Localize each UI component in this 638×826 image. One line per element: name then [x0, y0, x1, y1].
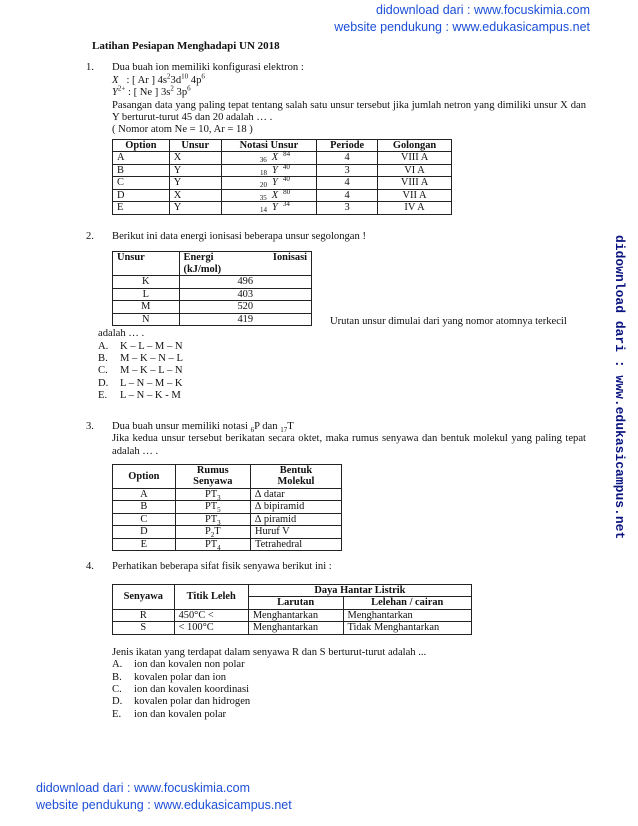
table-row — [113, 488, 342, 501]
config-x: X : [ Ar ] $4s^23d^{10}$ $4p^6$ — [112, 72, 205, 86]
option-letter: B. — [112, 671, 122, 683]
table-cell: IV A — [378, 202, 452, 215]
table-cell: Y — [169, 177, 221, 190]
table-cell: 3 — [317, 164, 378, 177]
table-row — [113, 276, 312, 289]
intro-text: Dua buah unsur memiliki notasi — [112, 420, 248, 432]
notation-cell — [221, 152, 317, 165]
atomic-number-t: 17 — [280, 425, 288, 434]
table-cell: 4 — [317, 152, 378, 165]
table-cell: D — [113, 189, 170, 202]
option-text: M – K – N – L — [120, 353, 183, 365]
config-y: $Y^{2+}$ : [ Ne ] $3s^2$ $3p^6$ — [112, 84, 191, 99]
option-letter: D. — [98, 377, 109, 389]
table-cell: R — [113, 609, 175, 622]
table-cell: ∆ bipiramid — [250, 501, 341, 514]
option-letter: B. — [98, 353, 108, 365]
question-number: 3. — [86, 420, 94, 432]
option-text: K – L – M – N — [120, 340, 183, 352]
table-cell: D — [113, 526, 176, 539]
table-cell: 3 — [317, 202, 378, 215]
table-cell: E — [113, 202, 170, 215]
table-cell: VIII A — [378, 152, 452, 165]
question-4 — [86, 561, 586, 721]
table-cell: Menghantarkan — [343, 609, 472, 622]
answer-option[interactable] — [112, 684, 586, 696]
document — [86, 38, 586, 721]
question-number: 2. — [86, 230, 94, 242]
table-cell: K — [113, 276, 180, 289]
header-molekul: Molekul — [277, 476, 315, 488]
table-header: (kJ/mol) — [179, 264, 311, 276]
properties-table — [112, 584, 472, 635]
element-t: T — [287, 420, 294, 432]
formula: PT — [204, 538, 218, 550]
table-cell: Y — [169, 164, 221, 177]
table-row — [113, 202, 452, 215]
table-header — [250, 464, 341, 488]
option-text: ion dan kovalen koordinasi — [134, 684, 250, 696]
answer-option[interactable] — [98, 341, 586, 353]
formula-tail: T — [214, 526, 221, 538]
question-text: Jika kedua unsur tersebut berikatan secara oktet, maka rumus senyawa dan bentuk molekul yang paling tepat adalah … . — [112, 433, 586, 457]
table-cell: VIII A — [378, 177, 452, 190]
table-row — [113, 313, 312, 326]
atomic-number: 18 — [260, 168, 268, 177]
option-text: ion dan kovalen non polar — [134, 659, 245, 671]
table-header: Unsur — [169, 139, 221, 152]
table-header: Option — [113, 464, 176, 488]
symbol-x: X — [112, 74, 119, 86]
table-cell: Menghantarkan — [248, 609, 343, 622]
nuclide — [260, 162, 290, 177]
formula-cell — [175, 501, 250, 514]
formula: PT — [204, 488, 218, 500]
watermark-side: didownload dari : www.edukasicampus.net — [612, 235, 627, 540]
table-row — [113, 538, 342, 551]
question-number: 4. — [86, 561, 94, 573]
question-2 — [86, 231, 586, 403]
table-cell: N — [113, 313, 180, 326]
nuclide — [259, 187, 291, 202]
question-intro: Perhatikan beberapa sifat fisik senyawa berikut ini : — [112, 561, 332, 573]
compound-table — [112, 464, 342, 552]
answer-option[interactable] — [112, 672, 586, 684]
table-cell: 4 — [317, 189, 378, 202]
table-cell: M — [113, 301, 180, 314]
question-3 — [86, 421, 586, 552]
table-row — [113, 513, 342, 526]
question-text: Pasangan data yang paling tepat tentang salah satu unsur tersebut jika jumlah netron yang dimiliki unsur X dan Y berturut-turut 45 dan 20 adalah … . — [112, 99, 586, 124]
table-header: Golongan — [378, 139, 452, 152]
table-cell: < 100°C — [174, 622, 248, 635]
table-cell: ∆ datar — [250, 488, 341, 501]
mass-number: 40 — [282, 175, 290, 184]
option-letter: A. — [112, 659, 123, 671]
option-text: L – N – K - M — [120, 390, 181, 402]
notation-cell — [221, 189, 317, 202]
charge-y: 2+ — [117, 84, 126, 93]
header-senyawa: Senyawa — [193, 476, 233, 488]
notation-cell — [221, 202, 317, 215]
element-p: P dan — [254, 420, 278, 432]
option-letter: E. — [112, 708, 122, 720]
answer-options — [112, 659, 586, 721]
atomic-number: 36 — [259, 156, 267, 165]
config-x-text: : [ Ar ] 4s — [126, 74, 168, 86]
mass-number: 34 — [282, 200, 290, 209]
option-text: L – N – M – K — [120, 377, 183, 389]
mass-number: 40 — [282, 162, 290, 171]
answer-option[interactable] — [112, 696, 586, 708]
element-symbol: X — [271, 189, 279, 201]
table-header-row — [113, 252, 312, 264]
table-cell: 520 — [179, 301, 311, 314]
watermark-top-line2: website pendukung : www.edukasicampus.net — [334, 20, 590, 34]
nuclide — [260, 200, 290, 215]
header-bentuk: Bentuk — [279, 464, 313, 476]
answer-table — [112, 139, 452, 215]
question-note: ( Nomor atom Ne = 10, Ar = 18 ) — [112, 124, 253, 136]
table-cell: A — [113, 488, 176, 501]
question-intro — [112, 421, 586, 433]
table-cell: B — [113, 164, 170, 177]
table-cell: C — [113, 513, 176, 526]
table-header-row — [113, 584, 472, 597]
table-cell: VI A — [378, 164, 452, 177]
header-ionisasi: Ionisasi — [272, 252, 307, 264]
formula-cell — [175, 488, 250, 501]
element-symbol: X — [271, 152, 279, 164]
answer-options — [98, 341, 586, 403]
option-text: M – K – L – N — [120, 365, 183, 377]
question-text: Jenis ikatan yang terdapat dalam senyawa R dan S berturut-turut adalah ... — [112, 646, 427, 658]
header-rumus: Rumus — [196, 464, 229, 476]
table-header: Titik Leleh — [174, 584, 248, 609]
table-header: Daya Hantar Listrik — [248, 584, 471, 597]
formula-subscript: 5 — [217, 506, 221, 515]
formula-subscript: 2 — [210, 531, 215, 540]
atomic-number: 35 — [259, 193, 267, 202]
atomic-number: 14 — [260, 206, 268, 215]
table-cell: 4 — [317, 177, 378, 190]
atomic-number: 20 — [260, 181, 268, 190]
table-cell: 450°C < — [174, 609, 248, 622]
table-header: Option — [113, 139, 170, 152]
formula: PT — [204, 501, 218, 513]
table-cell: 419 — [179, 313, 311, 326]
ionization-table — [112, 251, 312, 326]
formula-cell — [175, 513, 250, 526]
element-symbol: Y — [272, 202, 278, 214]
table-cell: B — [113, 501, 176, 514]
table-row — [113, 609, 472, 622]
table-header — [179, 252, 311, 264]
question-intro: Berikut ini data energi ionisasi beberapa unsur segolongan ! — [112, 230, 366, 242]
answer-option[interactable] — [98, 353, 586, 365]
answer-option[interactable] — [98, 390, 586, 402]
table-row — [113, 288, 312, 301]
table-cell: Huruf V — [250, 526, 341, 539]
table-row — [113, 501, 342, 514]
header-energi: Energi — [183, 252, 214, 264]
option-letter: C. — [98, 365, 108, 377]
option-letter: E. — [98, 390, 108, 402]
formula-subscript: 4 — [217, 543, 221, 552]
watermark-top — [334, 2, 590, 36]
table-row — [113, 301, 312, 314]
notation-cell — [221, 164, 317, 177]
table-cell: E — [113, 538, 176, 551]
answer-option[interactable] — [98, 365, 586, 377]
formula-subscript: 3 — [217, 518, 221, 527]
mass-number: 84 — [283, 150, 291, 159]
table-header-row — [113, 464, 342, 488]
option-letter: A. — [98, 340, 109, 352]
table-cell: 403 — [179, 288, 311, 301]
table-header: Larutan — [248, 597, 343, 610]
table-cell: ∆ piramid — [250, 513, 341, 526]
table-row — [113, 177, 452, 190]
table-cell: C — [113, 177, 170, 190]
table-cell: S — [113, 622, 175, 635]
answer-option[interactable] — [98, 378, 586, 390]
table-header: Notasi Unsur — [221, 139, 317, 152]
formula-cell — [175, 526, 250, 539]
answer-option[interactable] — [112, 659, 586, 671]
notation-cell — [221, 177, 317, 190]
watermark-bottom-line2: website pendukung : www.edukasicampus.net — [36, 798, 292, 812]
table-cell: L — [113, 288, 180, 301]
question-text: Urutan unsur dimulai dari yang nomor atomnya terkecil — [330, 315, 567, 327]
table-cell: Menghantarkan — [248, 622, 343, 635]
watermark-top-line1: didownload dari : www.focuskimia.com — [376, 3, 590, 17]
table-header: Periode — [317, 139, 378, 152]
symbol-y: Y — [112, 87, 118, 99]
option-text: kovalen polar dan hidrogen — [134, 696, 251, 708]
question-1 — [86, 62, 586, 214]
table-cell: Tetrahedral — [250, 538, 341, 551]
table-cell: VII A — [378, 189, 452, 202]
formula-cell — [175, 538, 250, 551]
atomic-number-p: 6 — [250, 425, 255, 434]
page-title: Latihan Pesiapan Menghadapi UN 2018 — [92, 40, 280, 52]
table-cell: 496 — [179, 276, 311, 289]
option-text: ion dan kovalen polar — [134, 708, 227, 720]
formula: P — [204, 526, 211, 538]
table-header: Lelehan / cairan — [343, 597, 472, 610]
table-cell: X — [169, 189, 221, 202]
table-header: Senyawa — [113, 584, 175, 609]
formula-subscript: 3 — [217, 493, 221, 502]
table-row — [113, 526, 342, 539]
option-letter: D. — [112, 696, 123, 708]
table-cell: Tidak Menghantarkan — [343, 622, 472, 635]
table-cell: A — [113, 152, 170, 165]
table-header: Unsur — [113, 252, 180, 276]
nuclide — [259, 150, 291, 165]
option-text: kovalen polar dan ion — [134, 671, 227, 683]
answer-option[interactable] — [112, 709, 586, 721]
option-letter: C. — [112, 684, 122, 696]
table-header — [175, 464, 250, 488]
nuclide — [260, 175, 290, 190]
config-y-text: : [ Ne ] 3s — [128, 87, 171, 99]
element-symbol: Y — [272, 164, 278, 176]
table-row — [113, 622, 472, 635]
table-cell: Y — [169, 202, 221, 215]
watermark-bottom-line1: didownload dari : www.focuskimia.com — [36, 781, 250, 795]
formula: PT — [204, 513, 218, 525]
question-intro: Dua buah ion memiliki konfigurasi elektron : — [112, 62, 304, 74]
watermark-bottom — [36, 780, 292, 814]
question-number: 1. — [86, 62, 94, 74]
table-header-row — [113, 139, 452, 152]
question-text-continued: adalah … . — [98, 328, 145, 340]
table-cell: X — [169, 152, 221, 165]
q2-table-row — [112, 243, 586, 326]
mass-number: 80 — [283, 187, 291, 196]
element-symbol: Y — [272, 177, 278, 189]
